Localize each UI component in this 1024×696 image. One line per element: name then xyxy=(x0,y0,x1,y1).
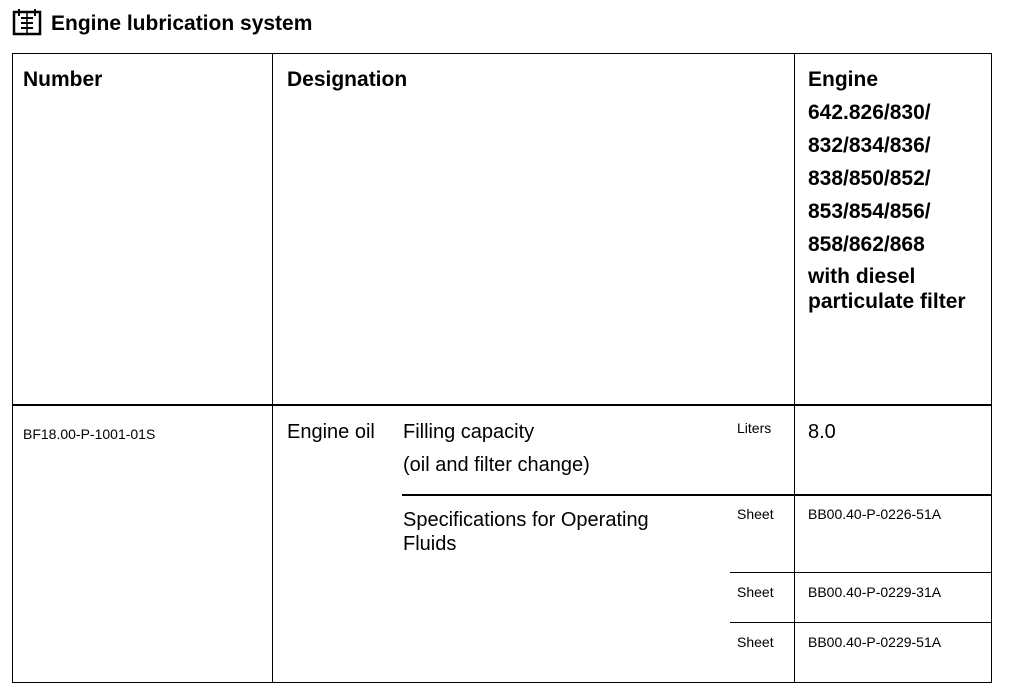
column-divider xyxy=(794,53,795,683)
row-divider xyxy=(730,622,992,623)
sheet-reference: BB00.40-P-0226-51A xyxy=(808,506,942,522)
specs-label-line: Fluids xyxy=(403,533,457,555)
sheet-reference: BB00.40-P-0229-31A xyxy=(808,584,942,600)
filling-value: 8.0 xyxy=(808,421,836,443)
specs-label xyxy=(403,508,649,556)
page-title: Engine lubrication system xyxy=(51,12,313,35)
header-designation: Designation xyxy=(287,68,408,91)
sheet-unit: Sheet xyxy=(737,584,774,600)
row-number: BF18.00-P-1001-01S xyxy=(23,426,156,442)
header-number: Number xyxy=(23,68,103,91)
sheet-reference: BB00.40-P-0229-51A xyxy=(808,634,942,650)
filling-capacity-note: (oil and filter change) xyxy=(403,454,590,476)
engine-model-line: 642.826/830/ xyxy=(808,101,931,124)
filling-capacity-label: Filling capacity xyxy=(403,421,535,443)
filling-unit: Liters xyxy=(737,420,772,436)
row-designation: Engine oil xyxy=(287,421,375,443)
engine-models xyxy=(808,96,931,261)
engine-model-line: 832/834/836/ xyxy=(808,134,931,157)
header-engine: Engine xyxy=(808,68,879,91)
header-divider xyxy=(12,404,992,406)
engine-note-line: particulate filter xyxy=(808,290,966,313)
column-divider xyxy=(272,53,273,683)
engine-note-line: with diesel xyxy=(808,265,916,288)
row-divider xyxy=(730,572,992,573)
sheet-unit: Sheet xyxy=(737,634,774,650)
engine-model-line: 858/862/868 xyxy=(808,233,925,256)
specs-label-line: Specifications for Operating xyxy=(403,509,649,531)
row-divider xyxy=(402,494,992,496)
engine-model-line: 853/854/856/ xyxy=(808,200,931,223)
sheet-unit: Sheet xyxy=(737,506,774,522)
engine-note xyxy=(808,264,966,314)
book-icon xyxy=(12,8,42,36)
engine-model-line: 838/850/852/ xyxy=(808,167,931,190)
